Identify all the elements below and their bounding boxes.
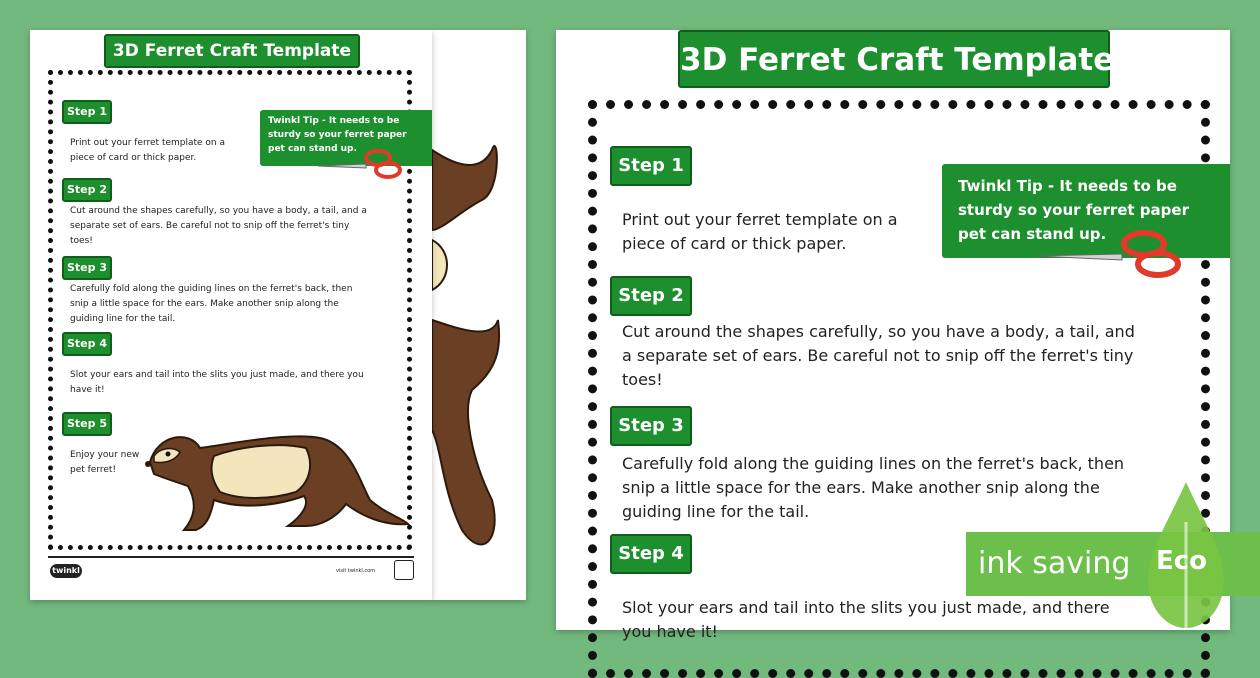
step-1-badge: Step 1 <box>610 146 692 186</box>
step-2-badge: Step 2 <box>62 178 112 202</box>
step-2-text: Cut around the shapes carefully, so you have a body, a tail, and a separate set of ears. Be careful not to snip off the ferret's tiny toes! <box>70 206 367 246</box>
step-2-text: Cut around the shapes carefully, so you have a body, a tail, and a separate set of ears. Be careful not to snip off the ferret's tiny toes! <box>622 322 1135 389</box>
step-3-text: Carefully fold along the guiding lines on the ferret's back, then snip a little space for the ears. Make another snip along the guiding line for the tail. <box>70 284 353 324</box>
twinkl-tip: Twinkl Tip - It needs to be sturdy so your ferret paper pet can stand up. <box>260 110 432 166</box>
twinkl-logo: twinkl <box>50 564 82 578</box>
step-5-badge: Step 5 <box>62 412 112 436</box>
step-3-badge: Step 3 <box>610 406 692 446</box>
step-3-text: Carefully fold along the guiding lines on the ferret's back, then snip a little space for the ears. Make another snip along the guiding line for the tail. <box>622 454 1125 521</box>
step-4-badge: Step 4 <box>610 534 692 574</box>
step-4-badge: Step 4 <box>62 332 112 356</box>
footer-url: visit twinkl.com <box>336 568 376 574</box>
ink-saving-banner: ink saving <box>966 532 1260 596</box>
step-3-badge: Step 3 <box>62 256 112 280</box>
page-title: 3D Ferret Craft Template <box>104 34 360 68</box>
back-template-sheet <box>432 30 526 600</box>
scissors-icon <box>1036 226 1186 282</box>
footer-divider <box>48 556 414 558</box>
step-1-text: Print out your ferret template on a piece of card or thick paper. <box>70 138 226 163</box>
step-1-badge: Step 1 <box>62 100 112 124</box>
quality-badge-icon <box>394 560 414 580</box>
step-4-text: Slot your ears and tail into the slits you just made, and there you have it! <box>70 370 364 395</box>
step-4-text: Slot your ears and tail into the slits you just made, and there you have it! <box>622 598 1110 641</box>
step-2-badge: Step 2 <box>610 276 692 316</box>
twinkl-tip: Twinkl Tip - It needs to be sturdy so your ferret paper pet can stand up. <box>942 164 1230 258</box>
step-5-text: Enjoy your new pet ferret! <box>70 450 140 475</box>
ferret-illustration <box>140 422 410 534</box>
page-title: 3D Ferret Craft Template <box>678 30 1110 88</box>
ferret-pieces-illustration <box>432 30 526 600</box>
left-preview-sheet <box>30 30 432 600</box>
eco-label: Eco <box>1156 546 1208 576</box>
scissors-icon <box>318 146 404 180</box>
step-1-text: Print out your ferret template on a piece of card or thick paper. <box>622 210 898 253</box>
